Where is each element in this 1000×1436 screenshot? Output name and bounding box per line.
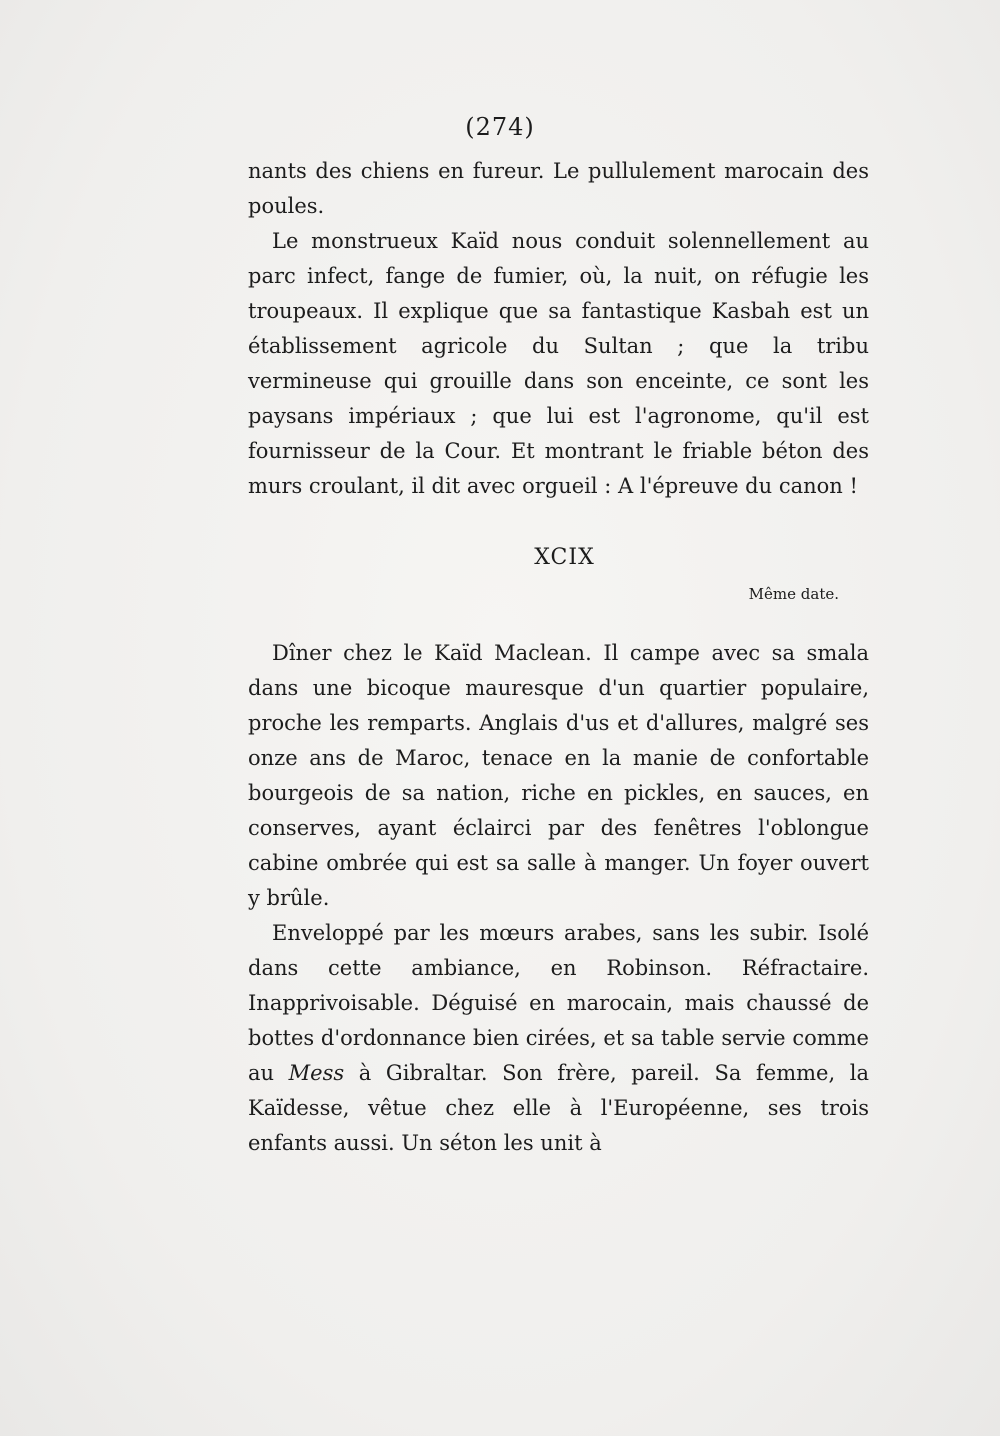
- paragraph-continuation: nants des chiens en fureur. Le pullulement marocain des poules.: [248, 159, 869, 218]
- chapter-date: Même date.: [748, 585, 839, 603]
- section-spacer: [248, 604, 869, 636]
- paragraph-moeurs-part1: Enveloppé par les mœurs arabes, sans les subir. Isolé dans cette ambiance, en Robinson. Réfractaire. Inapprivoisable. Déguisé en marocain, mais chaussé de bottes d'ordonnance bien cirées, et sa table servie comme au: [248, 921, 869, 1085]
- paragraph-kasbah: Le monstrueux Kaïd nous conduit solennellement au parc infect, fange de fumier, où, la nuit, on réfugie les troupeaux. Il explique que sa fantastique Kasbah est un établissement agricole du Sultan ; que la tribu vermineuse qui grouille dans son enceinte, ce sont les paysans impériaux ; que lui est l'agronome, qu'il est fournisseur de la Cour. Et montrant le friable béton des murs croulant, il dit avec orgueil : A l'épreuve du canon !: [248, 229, 869, 498]
- text-body: [248, 154, 869, 1161]
- paragraph-diner: Dîner chez le Kaïd Maclean. Il campe avec sa smala dans une bicoque mauresque d'un quartier populaire, proche les remparts. Anglais d'us et d'allures, malgré ses onze ans de Maroc, tenace en la manie de confortable bourgeois de sa nation, riche en pickles, en sauces, en conserves, ayant éclairci par des fenêtres l'oblongue cabine ombrée qui est sa salle à manger. Un foyer ouvert y brûle.: [248, 641, 869, 910]
- page-number: (274): [465, 113, 535, 141]
- paragraph-moeurs-part2: à Gibraltar. Son frère, pareil. Sa femme, la Kaïdesse, vêtue chez elle à l'Européenne, ses trois enfants aussi. Un séton les unit à: [248, 1061, 869, 1155]
- paragraph-moeurs: [248, 916, 869, 1161]
- chapter-heading: XCIX: [534, 545, 595, 570]
- italic-mess: Mess: [288, 1061, 345, 1085]
